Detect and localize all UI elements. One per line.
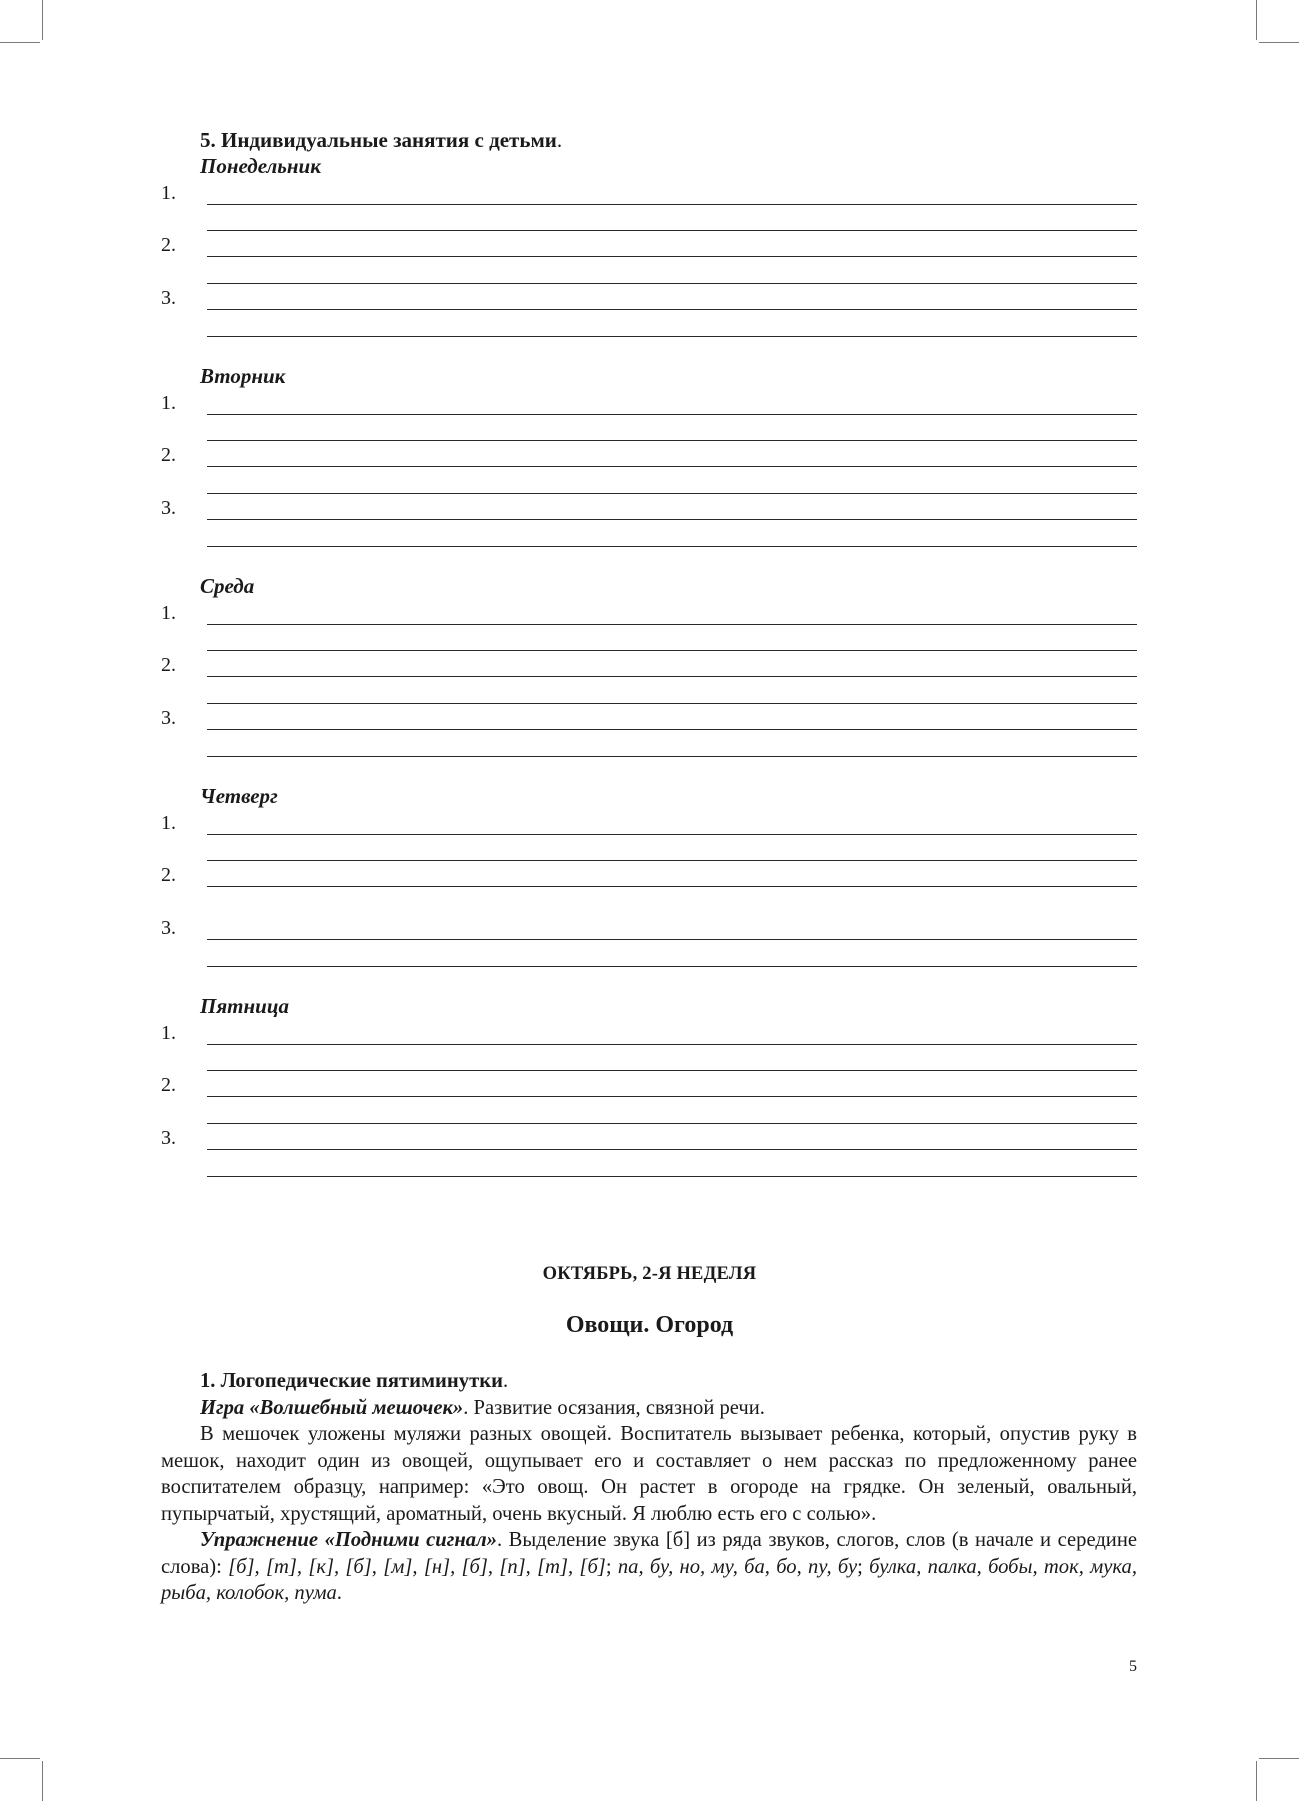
blank-line (207, 1176, 1137, 1177)
blank-line (207, 336, 1137, 337)
blank-line (207, 966, 1137, 967)
day-tuesday: Вторник (200, 364, 286, 388)
blank-line (207, 1070, 1137, 1071)
blank-line (207, 309, 1137, 310)
exercise-paragraph: Упражнение «Подними сигнал». Выделение звука [б] из ряда звуков, слогов, слов (в начале и середине слова): [б], [т], [к], [б], [м], [н], [б], [п], [т], [б]; па, бу, но, му, ба, бо, пу, бу; булка, палка, бобы, ток, мука, рыба, колобок, пума. (161, 1529, 1137, 1604)
item-number: 1. (161, 1022, 176, 1044)
item-number: 2. (161, 444, 176, 466)
blank-line (207, 860, 1137, 861)
week-theme: Овощи. Огород (565, 1312, 734, 1338)
blank-line (207, 729, 1137, 730)
blank-line (207, 886, 1137, 887)
page-number: 5 (1129, 1658, 1137, 1675)
section5-title: 5. Индивидуальные занятия с детьми. (200, 128, 563, 152)
game-description: В мешочек уложены муляжи разных овощей. Воспитатель вызывает ребенка, который, опустив руку в мешок, находит один из овощей, ощупывает его и составляет о нем рассказ по предложенному ранее воспитателем образцу, например: «Это овощ. Он растет в огороде на грядке. Он зеленый, овальный, пупырчатый, хрустящий, ароматный, очень вкусный. Я люблю есть его с солью». (161, 1423, 1137, 1525)
day-wednesday: Среда (200, 574, 255, 598)
day-thursday: Четверг (200, 784, 278, 808)
item-number: 3. (161, 917, 176, 939)
blank-line (207, 230, 1137, 231)
blank-line (207, 1123, 1137, 1124)
blank-line (207, 834, 1137, 835)
blank-line (207, 519, 1137, 520)
blank-line (207, 939, 1137, 940)
blank-line (207, 414, 1137, 415)
item-number: 2. (161, 234, 176, 256)
blank-line (207, 676, 1137, 677)
blank-line (207, 756, 1137, 757)
item-number: 2. (161, 654, 176, 676)
item-number: 3. (161, 1127, 176, 1149)
blank-line (207, 1149, 1137, 1150)
blank-line (207, 440, 1137, 441)
item-number: 1. (161, 812, 176, 834)
item-number: 3. (161, 707, 176, 729)
item-number: 3. (161, 497, 176, 519)
item-number: 1. (161, 602, 176, 624)
item-number: 3. (161, 287, 176, 309)
game-heading: Игра «Волшебный мешочек». Развитие осязания, связной речи. (200, 1396, 765, 1419)
blank-line (207, 493, 1137, 494)
blank-line (207, 546, 1137, 547)
blank-line (207, 283, 1137, 284)
section1-title: 1. Логопедические пятиминутки. (200, 1370, 509, 1392)
blank-line (207, 1096, 1137, 1097)
week-heading: ОКТЯБРЬ, 2-Я НЕДЕЛЯ (542, 1264, 757, 1284)
blank-line (207, 703, 1137, 704)
item-number: 1. (161, 182, 176, 204)
day-friday: Пятница (200, 994, 290, 1018)
blank-line (207, 1044, 1137, 1045)
item-number: 2. (161, 1074, 176, 1096)
section1-body (161, 1368, 1137, 1607)
blank-line (207, 624, 1137, 625)
item-number: 1. (161, 392, 176, 414)
day-monday: Понедельник (200, 154, 321, 178)
blank-line (207, 204, 1137, 205)
item-number: 2. (161, 864, 176, 886)
blank-line (207, 650, 1137, 651)
blank-line (207, 256, 1137, 257)
blank-line (207, 466, 1137, 467)
